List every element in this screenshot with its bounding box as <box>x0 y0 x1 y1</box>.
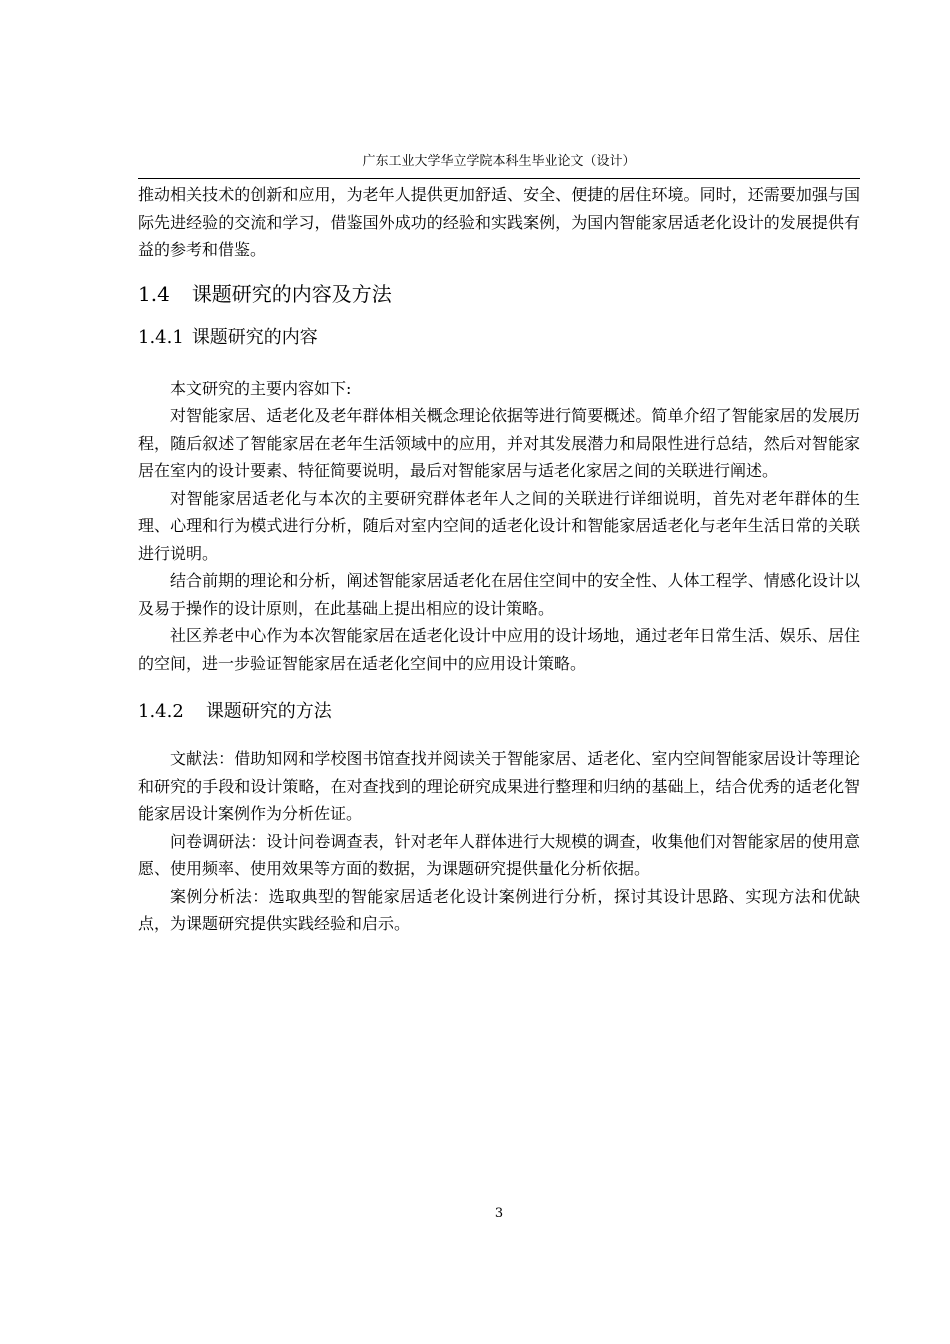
section-number: 1.4 <box>138 281 170 306</box>
running-header: 广东工业大学华立学院本科生毕业论文（设计） <box>362 154 636 169</box>
subsection-heading-1-4-2 <box>138 699 860 725</box>
intro-paragraph: 推动相关技术的创新和应用，为老年人提供更加舒适、安全、便捷的居住环境。同时，还需要加强与国际先进经验的交流和学习，借鉴国外成功的经验和实践案例，为国内智能家居适老化设计的发展提供有益的参考和借鉴。 <box>138 185 860 259</box>
section-title: 课题研究的内容及方法 <box>191 281 392 306</box>
subsection-title: 课题研究的方法 <box>205 701 332 722</box>
subsection-number: 1.4.2 <box>138 701 184 722</box>
body-paragraph: 文献法：借助知网和学校图书馆查找并阅读关于智能家居、适老化、室内空间智能家居设计等理论和研究的手段和设计策略，在对查找到的理论研究成果进行整理和归纳的基础上，结合优秀的适老化智能家居设计案例作为分析佐证。 <box>138 749 860 823</box>
body-paragraph: 案例分析法：选取典型的智能家居适老化设计案例进行分析，探讨其设计思路、实现方法和优缺点，为课题研究提供实践经验和启示。 <box>138 886 860 933</box>
body-paragraph: 社区养老中心作为本次智能家居在适老化设计中应用的设计场地，通过老年日常生活、娱乐、居住的空间，进一步验证智能家居在适老化空间中的应用设计策略。 <box>138 626 860 673</box>
subsection-heading-1-4-1 <box>138 325 860 351</box>
page-number: 3 <box>494 1206 504 1221</box>
body-paragraph: 本文研究的主要内容如下: <box>170 378 352 398</box>
body-paragraph: 对智能家居、适老化及老年群体相关概念理论依据等进行简要概述。简单介绍了智能家居的发展历程，随后叙述了智能家居在老年生活领域中的应用，并对其发展潜力和局限性进行总结，然后对智能家居在室内的设计要素、特征简要说明，最后对智能家居与适老化家居之间的关联进行阐述。 <box>138 406 860 480</box>
body-paragraph: 对智能家居适老化与本次的主要研究群体老年人之间的关联进行详细说明，首先对老年群体的生理、心理和行为模式进行分析，随后对室内空间的适老化设计和智能家居适老化与老年生活日常的关联进行说明。 <box>138 488 860 563</box>
body-paragraph: 问卷调研法：设计问卷调查表，针对老年人群体进行大规模的调查，收集他们对智能家居的使用意愿、使用频率、使用效果等方面的数据，为课题研究提供量化分析依据。 <box>138 831 860 878</box>
header-divider <box>138 178 860 179</box>
body-paragraph: 结合前期的理论和分析，阐述智能家居适老化在居住空间中的安全性、人体工程学、情感化设计以及易于操作的设计原则，在此基础上提出相应的设计策略。 <box>138 571 860 618</box>
section-heading-1-4 <box>138 280 860 308</box>
subsection-title: 课题研究的内容 <box>191 326 318 348</box>
subsection-number: 1.4.1 <box>138 326 184 348</box>
document-body <box>138 181 860 938</box>
